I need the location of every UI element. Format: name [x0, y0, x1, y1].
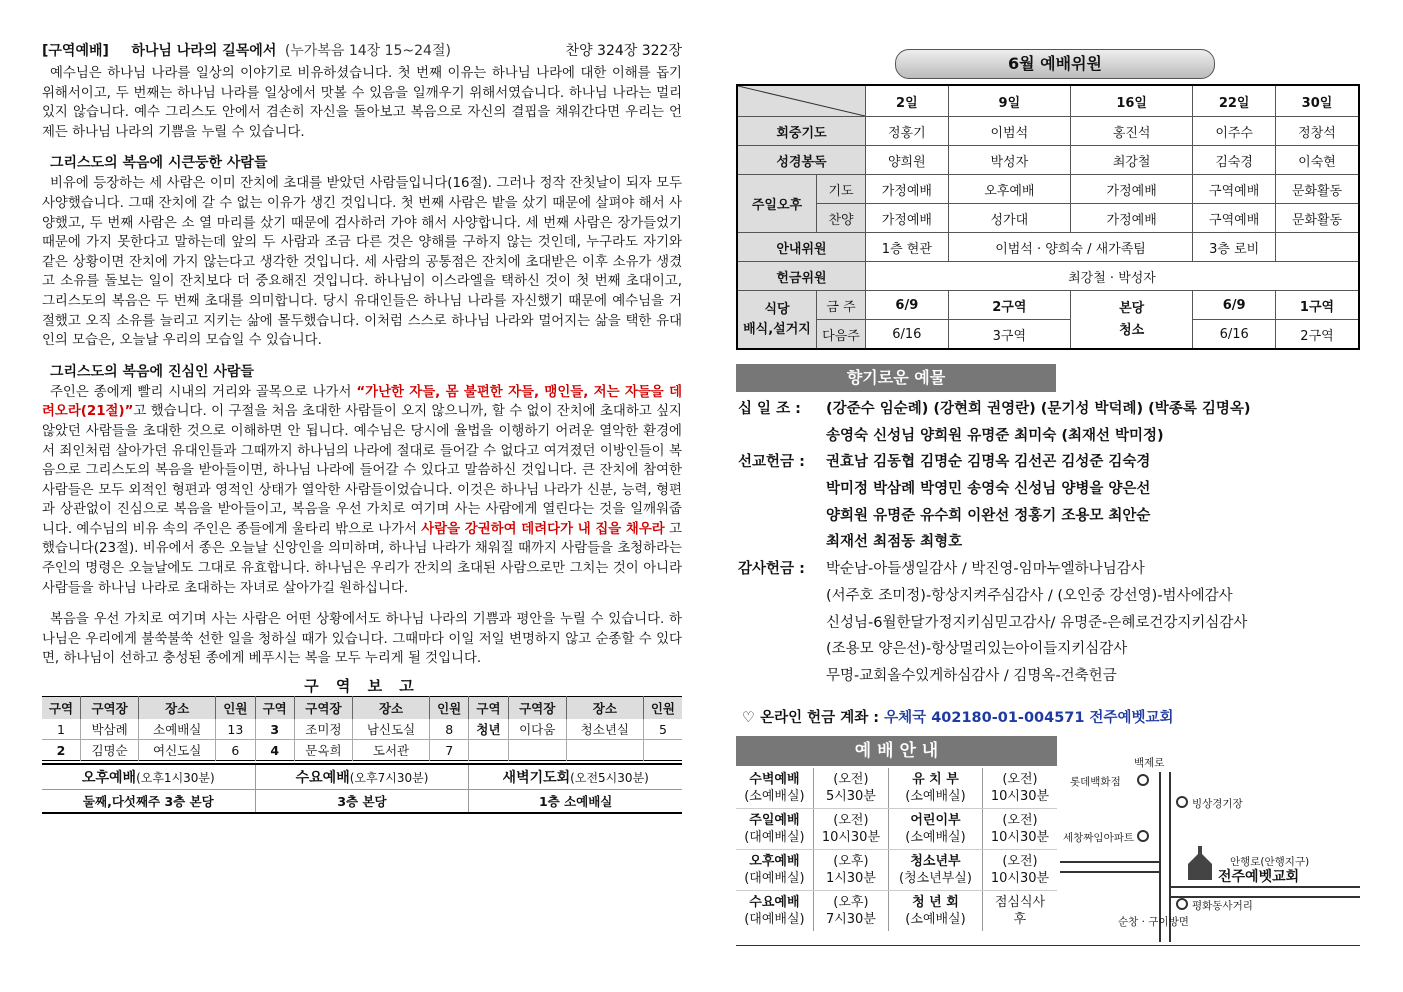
duty-row-prayer [737, 117, 1359, 146]
service-time: 10시30분 [990, 830, 1050, 845]
cell: 소예배실 [139, 719, 216, 740]
cell: 가정예배 [1071, 204, 1193, 233]
gift-names: (서주호 조미정)-항상지켜주심감사 / (오인중 강선영)-범사에감사 [826, 587, 1233, 604]
map-label-church: 전주예벳교회 [1218, 869, 1300, 885]
cell: 가정예배 [866, 175, 949, 204]
meal-label: 식당 [764, 301, 790, 317]
cell: 3 [255, 719, 294, 740]
row-label: 안내위원 [737, 233, 866, 262]
duty-row-scripture [737, 146, 1359, 175]
row-label: 헌금위원 [737, 262, 866, 291]
gift-names: (강준수 임순례) (강현희 권영란) (문기성 박덕례) (박종록 김명옥) [826, 401, 1251, 417]
sermon-paragraph-1: 예수님은 하나님 나라를 일상의 이야기로 비유하셨습니다. 첫 번째 이유는 하나님 나라에 대한 이해를 돕기 위해서이고, 두 번째는 하나님 나라를 일상에서 맛볼 수 있음을 일깨우기 위해서였습니다. 하나님 나라는 멀리 있지 않습니다. 예수 그리스도 안에서 겸손히 자신을 돌아보고 복음으로 자신의 결핍을 채워간다면 우리는 언제든 하나님 나라의 기쁨을 누릴 수 있습니다. [42, 66, 682, 140]
cell: 문옥희 [294, 740, 352, 761]
gift-line [738, 529, 1358, 556]
duty-date-row [737, 85, 1359, 117]
church-icon [1188, 846, 1212, 880]
cell: 13 [216, 719, 255, 740]
cell [643, 740, 682, 761]
col-header: 구역 [42, 697, 81, 720]
duty-roster-table [736, 84, 1360, 350]
service-room: (대예배실) [744, 912, 805, 927]
duty-row-meal-next-week [737, 320, 1359, 350]
service-place: 1층 소예배실 [538, 794, 613, 810]
service-name: 수요예배 [749, 895, 800, 910]
cell: 2 [42, 740, 81, 761]
sermon-paragraph-4: 복음을 우선 가치로 여기며 사는 사람은 어떤 상황에서도 하나님 나라의 기쁨과 평안을 누릴 수 있습니다. 하나님은 우리에게 불쑥불쑥 선한 일을 청하실 때가 있습니다. 그때마다 이일 저일 변명하지 않고 순종할 수 있다면, 하나님이 선하고 충성된 종에게 베푸시는 복을 모두 누리게 될 것입니다. [42, 612, 682, 667]
cell: 양희원 [866, 146, 949, 175]
bank-account: 우체국 402180-01-004571 전주예벳교회 [884, 710, 1174, 726]
gift-line [738, 476, 1358, 503]
bottom-rule [736, 945, 1360, 946]
sermon-tag: [구역예배] [42, 43, 109, 59]
service-title: 오후예배 [81, 770, 137, 787]
sermon-paragraph-3 [42, 383, 682, 599]
gift-line [738, 449, 1358, 476]
gift-label: 선교헌금 : [738, 454, 805, 471]
gift-names: 최재선 최점동 최형호 [826, 534, 963, 551]
cell: 구역예배 [1193, 175, 1276, 204]
cell: 최강철 · 박성자 [866, 262, 1360, 291]
service-ampm: (오전) [1002, 854, 1038, 869]
cell: 최강철 [1071, 146, 1193, 175]
gift-names: 박미정 박삼례 박영민 송영숙 신성님 양병을 양은선 [826, 481, 1151, 498]
cell: 김숙경 [1193, 146, 1276, 175]
gift-line [738, 636, 1358, 663]
hymn-numbers: 찬양 324장 322장 [565, 43, 682, 59]
service-name: 유 치 부 [912, 772, 959, 787]
duty-row-ushers [737, 233, 1359, 262]
cell [736, 768, 813, 809]
cell: 7 [430, 740, 469, 761]
cell: 박삼례 [81, 719, 139, 740]
service-room: (소예배실) [744, 789, 805, 804]
gift-label: 감사헌금 : [738, 561, 805, 578]
cell: 이주수 [1193, 117, 1276, 146]
service-name: 오후예배 [749, 854, 800, 869]
map-label-street: 안행로(안행지구) [1230, 856, 1310, 868]
service-time: 후 [1013, 912, 1027, 927]
diagonal-line [738, 86, 865, 116]
service-place: 둘째,다섯째주 3층 본당 [82, 794, 214, 810]
gift-names: 양희원 유명준 유수희 이완선 정홍기 조용모 최안순 [826, 507, 1151, 524]
p3-highlight-1: “가난한 자들, 몸 불편한 자들, 맹인들, 저는 자들을 데려오라(21절)” [42, 384, 683, 420]
cell: 박성자 [948, 146, 1070, 175]
col-header: 인원 [216, 697, 255, 720]
service-afternoon [42, 765, 256, 812]
cell: 3층 로비 [1193, 233, 1276, 262]
cell [889, 809, 983, 850]
cell [736, 891, 813, 932]
row-label: 주일오후 [737, 175, 817, 233]
online-offering [742, 706, 1174, 727]
cell: 2구역 [1276, 320, 1360, 350]
table-row [42, 740, 682, 761]
service-ampm: (오후) [833, 895, 869, 910]
gift-names: 신성님-6월한달가정지키심믿고감사/ 유명준-은혜로건강지키심감사 [826, 614, 1248, 631]
service-place: 3층 본당 [337, 794, 387, 810]
corner-cell [737, 85, 866, 117]
gift-names: (조용모 양은선)-항상멀리있는아이들지키심감사 [826, 641, 1128, 658]
gift-names: 권효남 김동협 김명순 김명옥 김선곤 김성준 김숙경 [826, 454, 1151, 471]
duty-row-meal-this-week [737, 291, 1359, 320]
cell: 도서관 [353, 740, 430, 761]
cell: 홍진석 [1071, 117, 1193, 146]
cell [813, 891, 888, 932]
heart-icon: ♡ [742, 710, 755, 726]
gift-line [738, 556, 1358, 583]
table-row [42, 719, 682, 740]
report-title: 구 역 보 고 [304, 677, 420, 696]
col-header: 장소 [566, 697, 643, 720]
church-location-map [1060, 752, 1360, 942]
meal-label-2: 배식,설거지 [743, 321, 811, 337]
p3-text-b: 고 했습니다. 이 구절을 처음 초대한 사람들이 오지 않으니까, 할 수 없이 잔치에 초대하고 싶지 않았던 사람들을 초대한 것으로 이해하면 안 됩니다. 예수님은 당시에 율법을 이행하기 어려운 열악한 환경에서 죄인처럼 살아가던 유대인들과 그때까지 하나님의 나라에 절대로 들어갈 수 없다고 여겨졌던 이방인들이 복음으로 그리스도의 복음을 받아들이면, 하나님 나라에 들어갈 수 있다고 말씀하신 것입니다. 큰 잔치에 참여한 사람들은 모두 외적인 형편과 영적인 상태가 열악한 사람들이었습니다. 이것은 하나님 나라가 신분, 능력, 형편과 상관없이 진심으로 복음을 받아들이고, 복음을 우선 가치로 여기며 사는 사람에게 열린다는 것을 일깨워줍니다. 예수님의 비유 속의 주인은 종들에게 울타리 밖으로 나가서 [42, 404, 682, 537]
table-row [736, 768, 1057, 809]
cell: 구역예배 [1193, 204, 1276, 233]
cell: 6/16 [1193, 320, 1276, 350]
service-time: 1시30분 [825, 871, 876, 886]
sermon-subheading-1: 그리스도의 복음에 시큰둥한 사람들 [50, 155, 268, 172]
table-row [736, 891, 1057, 932]
service-time: 7시30분 [825, 912, 876, 927]
service-title: 수요예배 [295, 770, 350, 787]
gift-names: 송영숙 신성님 양희원 유명준 최미숙 (최재선 박미정) [826, 427, 1164, 444]
row-sublabel: 금 주 [817, 291, 866, 320]
cell: 정창석 [1276, 117, 1360, 146]
service-name: 수벽예배 [749, 772, 800, 787]
cell: 여신도실 [139, 740, 216, 761]
cell: 1구역 [1276, 291, 1360, 320]
gift-line [738, 423, 1358, 450]
row-label: 회중기도 [737, 117, 866, 146]
cell: 정홍기 [866, 117, 949, 146]
cell: 6 [216, 740, 255, 761]
service-room: (소예배실) [905, 830, 966, 845]
cell: 가정예배 [866, 204, 949, 233]
row-label: 성경봉독 [737, 146, 866, 175]
cell: 이범석 [948, 117, 1070, 146]
cell: 4 [255, 740, 294, 761]
map-label-skating-rink: 빙상경기장 [1192, 798, 1243, 810]
service-room: (소예배실) [905, 789, 966, 804]
report-header-row [42, 697, 682, 720]
p3-text-c: 고 했습니다(23절). 비유에서 종은 오늘날 신앙인을 의미하며, 하나님 나라가 채워질 때까지 사람들을 초청하라는 주인의 명령은 오늘날에도 그대로 유효합니다. 하나님은 우리가 잔치의 초대된 사람으로만 그치는 것이 아니라 사람들을 하나님 나라로 초대하는 자녀로 살아가길 원하십니다. [42, 521, 682, 596]
cell [736, 850, 813, 891]
service-name: 주일예배 [749, 813, 800, 828]
cell [1276, 233, 1360, 262]
service-time: 10시30분 [821, 830, 881, 845]
cell: 이다움 [508, 719, 566, 740]
cell [566, 740, 643, 761]
cell: 이숙현 [1276, 146, 1360, 175]
cell [889, 891, 983, 932]
row-sublabel: 찬양 [817, 204, 866, 233]
table-row [736, 850, 1057, 891]
gift-line [738, 663, 1358, 690]
col-header: 장소 [353, 697, 430, 720]
service-ampm: 점심식사 [994, 895, 1046, 910]
duty-title: 6월 예배위원 [895, 49, 1215, 79]
service-name: 청소년부 [910, 854, 961, 869]
gift-names: 무명-교회올수있게하심감사 / 김명옥-건축헌금 [826, 667, 1117, 684]
duty-row-afternoon-praise [737, 204, 1359, 233]
cell: 김명순 [81, 740, 139, 761]
service-time: (오전5시30분) [570, 771, 649, 786]
service-wednesday [256, 765, 470, 812]
service-room: (청소년부실) [899, 871, 972, 886]
cell: 6/9 [866, 291, 949, 320]
col-header: 구역장 [294, 697, 352, 720]
cell: 1 [42, 719, 81, 740]
service-ampm: (오전) [1002, 813, 1038, 828]
service-name: 어린이부 [910, 813, 961, 828]
worship-guide-table [736, 768, 1057, 931]
row-sublabel: 다음주 [817, 320, 866, 350]
col-header: 구역 [255, 697, 294, 720]
online-label: 온라인 헌금 계좌 : [760, 710, 880, 726]
gifts-section-title: 향기로운 예물 [736, 364, 1056, 392]
duty-row-offering [737, 262, 1359, 291]
gift-label: 십 일 조 : [738, 401, 801, 417]
clean-label-2: 청소 [1119, 322, 1145, 338]
service-dawn [469, 765, 682, 812]
sermon-header [42, 40, 682, 64]
sermon-reference: (누가복음 14장 15~24절) [284, 43, 451, 59]
row-sublabel: 기도 [817, 175, 866, 204]
cell [813, 809, 888, 850]
gifts-list [738, 396, 1358, 690]
service-time: 10시30분 [990, 789, 1050, 804]
cell: 청소년실 [566, 719, 643, 740]
col-header: 구역 [469, 697, 508, 720]
col-header: 인원 [430, 697, 469, 720]
cell: 2구역 [948, 291, 1070, 320]
cell [982, 768, 1057, 809]
map-label-apartment: 세창짜임아파트 [1063, 832, 1135, 844]
cell: 가정예배 [1071, 175, 1193, 204]
table-row [736, 809, 1057, 850]
gift-line [738, 503, 1358, 530]
cell: 8 [430, 719, 469, 740]
service-ampm: (오후) [833, 854, 869, 869]
map-label-department-store: 롯데백화점 [1070, 776, 1121, 788]
row-label [737, 291, 817, 350]
service-title: 새벽기도회 [502, 770, 571, 787]
date-cell: 16일 [1071, 85, 1193, 117]
cell: 6/16 [866, 320, 949, 350]
service-ampm: (오전) [833, 772, 869, 787]
service-time: 5시30분 [825, 789, 876, 804]
cell [813, 850, 888, 891]
sermon-title: 하나님 나라의 길목에서 [131, 43, 277, 59]
cell [508, 740, 566, 761]
map-label-road: 백제로 [1134, 757, 1165, 769]
cell: 문화활동 [1276, 204, 1360, 233]
cell [889, 850, 983, 891]
service-ampm: (오전) [1002, 772, 1038, 787]
p3-text-a: 주인은 종에게 빨리 시내의 거리와 골목으로 나가서 [50, 384, 357, 400]
gift-names: 박순남-아들생일감사 / 박진영-임마누엘하나님감사 [826, 561, 1145, 578]
cell: 5 [643, 719, 682, 740]
cell [469, 740, 508, 761]
cell: 성가대 [948, 204, 1070, 233]
cell: 이범석 · 양희숙 / 새가족팀 [948, 233, 1193, 262]
date-cell: 2일 [866, 85, 949, 117]
service-name: 청 년 회 [912, 895, 959, 910]
cell [736, 809, 813, 850]
service-room: (소예배실) [905, 912, 966, 927]
cell [982, 809, 1057, 850]
col-header: 장소 [139, 697, 216, 720]
cell [982, 891, 1057, 932]
service-time: 10시30분 [990, 871, 1050, 886]
cleaning-label [1071, 291, 1193, 350]
worship-guide-title: 예 배 안 내 [736, 736, 1057, 766]
cell: 1층 현관 [866, 233, 949, 262]
service-ampm: (오전) [833, 813, 869, 828]
col-header: 구역장 [508, 697, 566, 720]
col-header: 구역장 [81, 697, 139, 720]
service-time: (오후1시30분) [136, 771, 215, 786]
cell: 3구역 [948, 320, 1070, 350]
service-schedule [42, 763, 682, 814]
map-label-intersection: 평화동사거리 [1192, 900, 1253, 912]
date-cell: 22일 [1193, 85, 1276, 117]
service-room: (대예배실) [744, 871, 805, 886]
cell: 6/9 [1193, 291, 1276, 320]
map-label-direction: 순창 · 구이방면 [1118, 916, 1189, 928]
sermon-subheading-2: 그리스도의 복음에 진심인 사람들 [50, 363, 254, 380]
date-cell: 9일 [948, 85, 1070, 117]
cell: 남신도실 [353, 719, 430, 740]
group-report-table [42, 696, 682, 761]
duty-row-afternoon-prayer [737, 175, 1359, 204]
date-cell: 30일 [1276, 85, 1360, 117]
cell: 청년 [469, 719, 508, 740]
p3-highlight-2: 사람을 강권하여 데려다가 내 집을 채우라 [421, 521, 665, 537]
cell [889, 768, 983, 809]
sermon-paragraph-2: 비유에 등장하는 세 사람은 이미 잔치에 초대를 받았던 사람들입니다(16절). 그러나 정작 잔칫날이 되자 모두 사양했습니다. 그때 잔치에 갈 수 없는 이유가 생긴 것입니다. 첫 번째 사람은 밭을 샀기 때문에 살펴야 해서 사양했고, 두 번째 사람은 소 열 마리를 샀기 때문에 검사하러 가야 해서 사양합니다. 세 번째 사람은 장가들었기 때문에 가지 못한다고 말하는데 앞의 두 사람과 조금 다른 것은 양해를 구하지 않는 것인데, 누구라도 자기와 같은 상황이면 잔치에 가지 않는다고 생각한 것입니다. 세 사람의 공통점은 잔치에 초대받은 이후 소유가 생겼고 소유를 돌보는 일이 잔치보다 더 중요해진 것입니다. 하나님이 이스라엘을 택하신 것이 첫 번째 초대이고, 그리스도의 복음은 두 번째 초대를 의미합니다. 당시 유대인들은 하나님 나라를 자신했기 때문에 예수님을 거절했고 오직 소유를 늘리고 지키는 삶에 몰두했습니다. 이처럼 스스로 하나님 나라와 멀어지는 삶을 택한 유대인의 모습은, 오늘날 우리의 모습일 수 있습니다. [42, 176, 682, 349]
cell: 조미정 [294, 719, 352, 740]
service-room: (대예배실) [744, 830, 805, 845]
cell: 문화활동 [1276, 175, 1360, 204]
gift-line [738, 583, 1358, 610]
cell [982, 850, 1057, 891]
gift-line [738, 396, 1358, 423]
cell [813, 768, 888, 809]
col-header: 인원 [643, 697, 682, 720]
service-time: (오후7시30분) [349, 771, 429, 786]
gift-line [738, 610, 1358, 637]
sermon-section [42, 40, 682, 814]
cell: 오후예배 [948, 175, 1070, 204]
clean-label-1: 본당 [1119, 300, 1145, 316]
